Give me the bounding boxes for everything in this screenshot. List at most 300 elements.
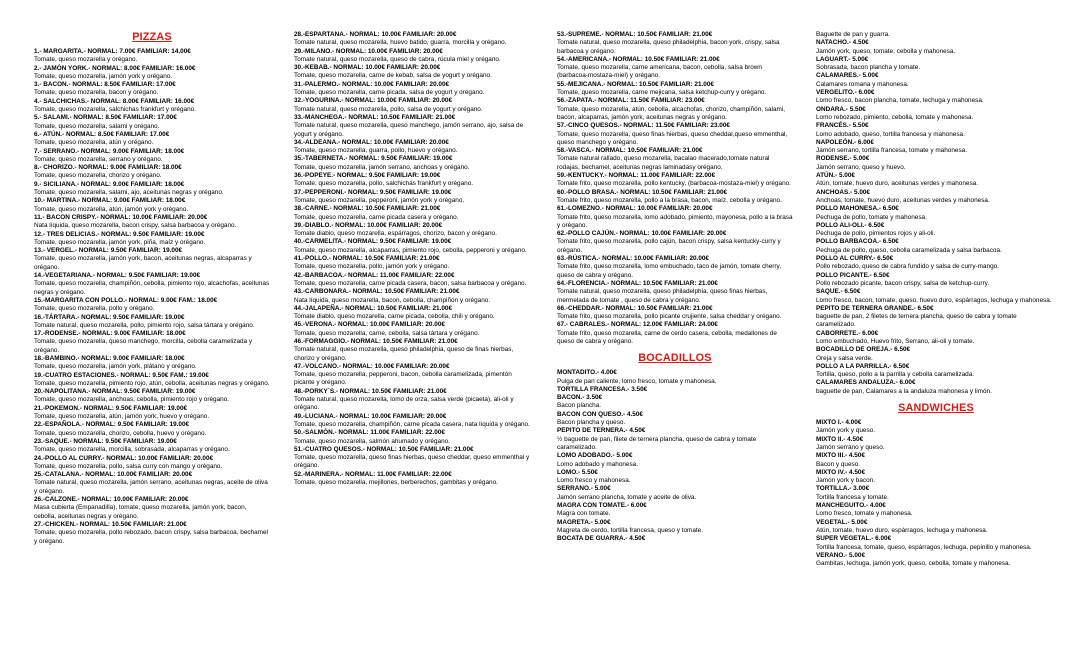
section-title: BOCADILLOS xyxy=(638,352,712,365)
menu-item-description: ½ baguette de pan, filete de ternera plancha, queso de cabra y tomate caramelizado. xyxy=(557,435,757,451)
menu-item-description: Tomate, queso mozarella, bacon y orégano. xyxy=(34,89,159,97)
menu-item xyxy=(816,39,1056,56)
menu-item xyxy=(294,305,530,322)
menu-item xyxy=(34,297,270,314)
menu-item-name: 20.-NAPOLITANA.- NORMAL: 9.50€ FAMILIAR: 19.00€ xyxy=(34,388,196,396)
menu-item-name: 9.- SICILIANA.- NORMAL: 9.00€ FAMILIAR: 18.00€ xyxy=(34,180,185,188)
menu-section xyxy=(294,31,530,487)
menu-item-name: 41.-POLLO.- NORMAL: 10.50€ FAMILIAR: 21.00€ xyxy=(294,255,440,263)
menu-item xyxy=(557,469,793,486)
menu-item-name: 50.-SALMÓN.- NORMAL: 11.00€ FAMILIAR: 22.00€ xyxy=(294,429,445,437)
menu-item-description: Tomate diablo, queso mozarella, carne picada, cebolla, chili y orégano. xyxy=(294,313,495,321)
menu-item xyxy=(34,388,270,405)
menu-item-description: Gambitas, lechuga, jamón york, queso, cebolla, tomate y mahonesa. xyxy=(816,560,1011,568)
menu-item-name: 21.-POKEMON.- NORMAL: 9.50€ FAMILIAR: 19.00€ xyxy=(34,404,188,412)
menu-item-description: Tomate, queso mozarella, pollo, salchichas frankfurt y orégano. xyxy=(294,180,474,188)
menu-item-description: Atún, tomate, huevo duro, aceitunas verdes y mahonesa. xyxy=(816,180,978,188)
menu-item xyxy=(34,438,270,455)
menu-item-name: NATACHO.- 4.50€ xyxy=(816,39,869,47)
menu-item-description: Tomate natural rallado, queso mozarella, bacalao macerado,tomate natural rodajas, bechamel, aceitunas negras laminadasy orégano. xyxy=(557,155,770,171)
menu-item-description: Tomate, queso mozarella, jamón york, bacon, aceitunas negras, alcaparras y orégano. xyxy=(34,255,252,271)
menu-item-name: VERANO.- 5.00€ xyxy=(816,551,866,559)
menu-item-description: Tomate natural, queso mozarella, pollo, salsa de yogurt y orégano. xyxy=(294,105,483,113)
menu-item xyxy=(34,231,270,248)
menu-item-name: POLLO PICANTE.- 6.50€ xyxy=(816,271,890,279)
menu-item xyxy=(557,394,793,411)
section-title: SANDWICHES xyxy=(898,402,974,415)
menu-item-name: 56.-ZAPATA.- NORMAL: 11.50€ FAMILIAR: 23.00€ xyxy=(557,97,705,105)
menu-item-name: 66.-CHEDDAR.- NORMAL: 10.50€ FAMILIAR: 21.00€ xyxy=(557,304,713,312)
menu-item-name: 52.-MARINERA.- NORMAL: 11.00€ FAMILIAR: 22.00€ xyxy=(294,470,452,478)
menu-item-name: 7.- SERRANO.- NORMAL: 9.00€ FAMILIAR: 18.00€ xyxy=(34,147,185,155)
menu-item xyxy=(816,155,1056,172)
menu-item-description: Lomo rebozado, pimiento, cebolla, tomate y mahonesa. xyxy=(816,113,974,121)
menu-item xyxy=(34,314,270,331)
menu-item-name: 63.-RÚSTICA.- NORMAL: 10.00€ FAMILIAR: 20.00€ xyxy=(557,255,709,263)
menu-item-description: Lomo fresco y mahonesa. xyxy=(557,477,631,485)
menu-item-name: 17.-RODENSE.- NORMAL: 9.00€ FAMILIAR: 18.00€ xyxy=(34,330,186,338)
menu-item xyxy=(34,181,270,198)
menu-item xyxy=(294,255,530,272)
menu-item-name: 39.-DIABLO.- NORMAL: 10.00€ FAMILIAR: 20.00€ xyxy=(294,221,443,229)
menu-item-description: Baguette de pan y guarra. xyxy=(816,31,890,38)
menu-item xyxy=(34,521,270,546)
menu-item-description: Tomate, queso mozarella, salmón ahumado y orégano. xyxy=(294,437,450,445)
menu-item-name: CALAMARES ANDALUZA.- 6.00€ xyxy=(816,379,916,387)
menu-item-name: 38.-CARNE.- NORMAL: 10.50€ FAMILIAR: 21.00€ xyxy=(294,205,441,213)
menu-item xyxy=(816,305,1056,330)
menu-item-name: POLLO AL CURRY.- 6.50€ xyxy=(816,255,894,263)
menu-item-description: Tomate, queso mozarella, carne picada, salsa de yogurt y orégano. xyxy=(294,89,485,97)
menu-item xyxy=(816,363,1056,380)
menu-item xyxy=(34,65,270,82)
menu-item-name: 51.-CUATRO QUESOS.- NORMAL: 10.50€ FAMILIAR: 21.00€ xyxy=(294,445,474,453)
menu-item-description: Tomate, queso mozarella, queso manchego, morcilla, cebolla caramelizada y orégano. xyxy=(34,338,253,354)
menu-item-description: Tomate, queso mozarella y orégano. xyxy=(34,56,138,64)
menu-item xyxy=(816,535,1056,552)
menu-section xyxy=(34,31,270,546)
menu-item xyxy=(816,272,1056,289)
menu-item-name: LAGUART.- 5.00€ xyxy=(816,55,869,63)
menu-section xyxy=(557,352,793,543)
menu-item-description: Tomate, queso mozarella, serrano y orégano. xyxy=(34,155,163,163)
menu-item-name: 34.-ALDEANA.- NORMAL: 10.00€ FAMILIAR: 20.00€ xyxy=(294,138,449,146)
menu-item-name: 40.-CARMELITA.- NORMAL: 9.50€ FAMILIAR: 19.00€ xyxy=(294,238,452,246)
menu-item-description: Pechuga de pollo, tomate y mahonesa. xyxy=(816,213,927,221)
menu-item-description: Tomate frito, queso mozarella, pollo picante crujiente, salsa cheddar y orégano. xyxy=(557,313,782,321)
menu-item-description: Tomate, queso mozarella, atún, jamón york y orégano. xyxy=(34,205,189,213)
menu-item xyxy=(34,131,270,148)
menu-item xyxy=(34,272,270,297)
menu-item-name: 14.-VEGETARIANA.- NORMAL: 9.50€ FAMILIAR: 19.00€ xyxy=(34,272,201,280)
menu-item xyxy=(816,222,1056,239)
menu-item-description: Lomo embuchado, Huevo frito, Serrano, ali-oli y tomate. xyxy=(816,337,975,345)
menu-item xyxy=(557,535,793,543)
menu-item xyxy=(294,114,530,139)
menu-item-name: 13.- VERGEL.- NORMAL: 9.50€ FAMILIAR: 19.00€ xyxy=(34,247,183,255)
menu-item xyxy=(557,386,793,394)
menu-item-name: 18.-BAMBINO.- NORMAL: 9.00€ FAMILIAR: 18.00€ xyxy=(34,354,185,362)
menu-item-description: Tomate frito, queso mozarella, pollo a la brasa, bacon, maíz, cebolla y orégano. xyxy=(557,196,782,204)
menu-item-description: Tomate, queso mozarella, queso finas hierbas, queso cheddar,queso emmenthal, queso manchego y orégano. xyxy=(557,130,788,146)
menu-item xyxy=(816,419,1056,436)
menu-item xyxy=(557,485,793,502)
menu-item-name: 23.-SAQUE.- NORMAL: 9.50€ FAMILIAR: 19.00€ xyxy=(34,437,177,445)
menu-item xyxy=(557,305,793,322)
menu-item-description: Tomate, queso mozarella, salami y orégano. xyxy=(34,122,160,130)
menu-column-3 xyxy=(557,31,793,544)
menu-item-description: Tomate natural, queso mozarella, pollo, pimiento rojo, salsa tártara y orégano. xyxy=(34,321,255,329)
menu-item-description: Tomate, queso mozarella, anchoas, cebolla, pimiento rojo y orégano. xyxy=(34,396,230,404)
menu-item-name: 57.-CINCO QUESOS.- NORMAL: 11.50€ FAMILIAR: 23.00€ xyxy=(557,122,730,130)
menu-item-description: Tomate, queso mozarella, carne de kebab, salsa de yogurt y orégano. xyxy=(294,72,492,80)
menu-item-name: BOCATA DE GUARRA.- 4.50€ xyxy=(557,535,646,543)
menu-item xyxy=(557,31,793,56)
menu-column-4 xyxy=(816,31,1056,568)
menu-item-description: Tomate, queso mozarella, mejillones, berberechos, gambitas y orégano. xyxy=(294,479,498,487)
menu-item-name: MIXTO I.- 4.00€ xyxy=(816,419,862,427)
menu-item-name: POLLO ALI-OLI.- 6.50€ xyxy=(816,221,885,229)
menu-item xyxy=(816,205,1056,222)
menu-item-description: Lomo adobado y mahonesa. xyxy=(557,460,639,468)
menu-item-name: SAQUE.- 6.50€ xyxy=(816,288,861,296)
menu-item-name: LOMO.- 5.50€ xyxy=(557,468,598,476)
menu-item-description: Anchoas, tomate, huevo duro, aceitunas verdes y mahonesa. xyxy=(816,196,990,204)
menu-item xyxy=(557,122,793,147)
menu-item-name: 32.-YOGURINA.- NORMAL: 10.00€ FAMILIAR: 20.00€ xyxy=(294,97,453,105)
menu-item-description: Tomate, queso mozarella, carne picada casera y orégano. xyxy=(294,213,459,221)
menu-item-name: 11.- BACON CRISPY.- NORMAL: 10.00€ FAMILIAR: 20.00€ xyxy=(34,213,208,221)
menu-item-name: 47.-VOLCANO.- NORMAL: 10.00€ FAMILIAR: 20.00€ xyxy=(294,362,450,370)
menu-item xyxy=(294,272,530,289)
menu-item-name: 1.- MARGARITA.- NORMAL: 7.00€ FAMILIAR: 14.00€ xyxy=(34,48,191,55)
menu-item-name: 30.-KEBAB.- NORMAL: 10.00€ FAMILIAR: 20.00€ xyxy=(294,64,441,72)
menu-item-name: 19.-CUATRO ESTACIONES.- NORMAL: 9.50€ FAM.: 19.00€ xyxy=(34,371,209,379)
menu-item xyxy=(816,469,1056,486)
menu-item xyxy=(816,189,1056,206)
menu-item-name: 59.-KENTUCKY.- NORMAL: 11.00€ FAMILIAR: 22.00€ xyxy=(557,172,716,180)
menu-item-name: 62.-POLLO CAJÚN.- NORMAL: 10.00€ FAMILIAR: 20.00€ xyxy=(557,230,727,238)
menu-item xyxy=(816,89,1056,106)
menu-item xyxy=(816,452,1056,469)
menu-item-name: 27.-CHICKEN.- NORMAL: 10.50€ FAMILIAR: 21.00€ xyxy=(34,520,187,528)
menu-item xyxy=(294,172,530,189)
menu-item-name: CABORRETE.- 6.00€ xyxy=(816,329,879,337)
menu-item-description: Jamón york y queso. xyxy=(816,427,875,435)
menu-item xyxy=(294,81,530,98)
menu-item-name: 60.-POLLO BRASA.- NORMAL: 10.50€ FAMILIAR: 21.00€ xyxy=(557,188,728,196)
menu-item-description: Lomo fresco, tomate y mahonesa. xyxy=(816,510,913,518)
menu-item-name: TORTILLA.- 3.00€ xyxy=(816,485,870,493)
menu-item xyxy=(816,288,1056,305)
menu-item xyxy=(816,31,1056,39)
menu-item-name: MIXTO IV.- 4.50€ xyxy=(816,468,866,476)
menu-item-description: Nata líquida, queso mozarella, bacon crispy, salsa barbacoa y orégano. xyxy=(34,222,237,230)
menu-item-description: Magra con tomate. xyxy=(557,510,611,518)
menu-item xyxy=(557,56,793,81)
menu-item-description: Sobrasada, bacon plancha y tomate. xyxy=(816,64,921,72)
menu-item-description: Nata líquida, queso mozarella, bacon, cebolla, champiñón y orégano. xyxy=(294,296,491,304)
menu-item xyxy=(294,429,530,446)
menu-item-description: Tomate, queso mozarella, atún, cebolla, alcachofas, chorizo, champiñón, salami, bacon, alcaparras, jamón york, aceitunas negras y orégano. xyxy=(557,105,786,121)
menu-item-description: Tomate, queso mozarella, jamón york y orégano. xyxy=(34,72,173,80)
section-title: PIZZAS xyxy=(132,31,172,43)
menu-item xyxy=(816,122,1056,139)
menu-item-name: 43.-CARBONARA.- NORMAL: 10.50€ FAMILIAR: 21.00€ xyxy=(294,288,460,296)
menu-item-name: NAPOLEÓN.- 6.00€ xyxy=(816,138,874,146)
menu-item-description: Tomate, queso mozarella, carne mejicana, salsa ketchup-curry y orégano. xyxy=(557,89,767,97)
menu-item xyxy=(34,330,270,355)
menu-item-description: Tortilla, queso, pollo a la parrilla y cebolla caramelizada. xyxy=(816,371,975,379)
menu-item-name: 36.-POPEYE.- NORMAL: 9.50€ FAMILIAR: 19.00€ xyxy=(294,172,441,180)
menu-item-description: Tomate frito, queso mozarella, pollo kentucky, (barbacoa-mostaza-miel) y orégano. xyxy=(557,180,791,188)
menu-item-name: PEPITO DE TERNERA.- 4.50€ xyxy=(557,427,646,435)
menu-item-name: SERRANO.- 5.00€ xyxy=(557,485,611,493)
menu-item-description: Tortilla francesa, tomate, queso, espárragos, lechuga, pepinillo y mahonesa. xyxy=(816,543,1032,551)
menu-item-name: 33.-MANCHEGA.- NORMAL: 10.50€ FAMILIAR: 21.00€ xyxy=(294,113,456,121)
menu-section xyxy=(816,31,1056,396)
menu-item-description: Tomate, queso mozarella, jamón york, piña, maíz y orégano. xyxy=(34,238,206,246)
menu-item xyxy=(557,230,793,255)
menu-item-description: Tomate, queso mozarella, salchichas frankfurt y orégano. xyxy=(34,106,196,114)
menu-item-description: Bacon plancha y queso. xyxy=(557,419,626,427)
menu-item-description: Pechuga de pollo, queso, cebolla caramelizada y salsa barbacoa. xyxy=(816,246,1002,254)
menu-item-description: Tomate frito, queso mozarella, pollo cajún, bacon crispy, salsa kentucky-curry y orégano. xyxy=(557,238,781,254)
menu-item-name: 46.-FORMAGGIO.- NORMAL: 10.50€ FAMILIAR: 21.00€ xyxy=(294,337,458,345)
menu-item-description: Lomo fresco, bacon plancha, tomate, lechuga y mahonesa. xyxy=(816,97,984,105)
menu-item-description: Tomate, queso mozarella, chorizo, cebolla, huevo y orégano. xyxy=(34,429,207,437)
menu-item-name: MANCHEGUITO.- 4.00€ xyxy=(816,502,886,510)
menu-item-name: 53.-SUPREME.- NORMAL: 10.50€ FAMILIAR: 21.00€ xyxy=(557,31,713,38)
menu-item-name: 54.-AMERICANA.- NORMAL: 10.50€ FAMILIAR: 21.00€ xyxy=(557,55,720,63)
menu-item xyxy=(294,338,530,363)
menu-item xyxy=(557,321,793,346)
menu-column-1 xyxy=(34,31,270,546)
menu-item-description: Tomate, queso mozarella, carne americana, bacon, cebolla, salsa brown (barbacoa-mostaza-miel) y orégano. xyxy=(557,64,762,80)
menu-item-description: Atún, tomate, huevo duro, espárragos, lechuga y mahonesa. xyxy=(816,526,988,534)
menu-item-description: Tomate diablo, queso mozarella, espárragos, chorizo, bacon y orégano. xyxy=(294,230,497,238)
menu-item xyxy=(294,64,530,81)
menu-item-description: Tomate, queso mozarella, morcilla, sobrasada, alcaparras y orégano. xyxy=(34,446,230,454)
menu-item xyxy=(294,321,530,338)
menu-item xyxy=(34,214,270,231)
menu-item xyxy=(557,519,793,536)
menu-item xyxy=(294,48,530,65)
menu-item xyxy=(34,455,270,472)
menu-item-name: 61.-LOMEZNO.- NORMAL: 10.00€ FAMILIAR: 20.00€ xyxy=(557,205,713,213)
menu-item xyxy=(294,471,530,488)
menu-item xyxy=(34,496,270,521)
menu-item-description: Tomate, queso mozarella, atún y orégano. xyxy=(34,139,154,147)
menu-item-description: Jamón serrano y queso. xyxy=(816,443,885,451)
menu-item xyxy=(816,502,1056,519)
menu-item-description: Tomate, queso mozarella, pepperoni, jamón york y orégano. xyxy=(294,196,465,204)
menu-item-description: Tomate, queso mozarella, jamón serrano, anchoas y orégano. xyxy=(294,163,470,171)
menu-item xyxy=(557,255,793,280)
menu-item xyxy=(34,471,270,496)
menu-item-name: MAGRETA.- 5.00€ xyxy=(557,518,611,526)
menu-item-name: 28.-ESPARTANA.- NORMAL: 10.00€ FAMILIAR: 20.00€ xyxy=(294,31,457,38)
menu-item-name: VERGELITO.- 6.00€ xyxy=(816,89,875,97)
menu-item-description: Tomate, queso mozarella, pimiento rojo, atún, cebolla, aceitunas negras y orégano. xyxy=(34,379,270,387)
menu-item xyxy=(557,205,793,230)
menu-item xyxy=(294,205,530,222)
menu-item-description: Tomate frito, queso mozarella, lomo adobado, pimiento, mayonesa, pollo a la brasa y orégano. xyxy=(557,213,793,229)
menu-item-description: Jamón york y bacon. xyxy=(816,477,875,485)
menu-item xyxy=(294,446,530,471)
menu-item xyxy=(816,56,1056,73)
menu-item xyxy=(34,405,270,422)
menu-section xyxy=(557,31,793,346)
menu-item xyxy=(557,427,793,452)
menu-item xyxy=(557,97,793,122)
menu-item-description: Bacon y queso. xyxy=(816,460,861,468)
menu-item xyxy=(294,139,530,156)
menu-column-2 xyxy=(294,31,530,487)
menu-item xyxy=(34,148,270,165)
menu-item xyxy=(816,485,1056,502)
menu-item xyxy=(557,147,793,172)
menu-item-description: Tomate natural, queso mozarella, queso de cabra, rúcula miel y orégano. xyxy=(294,55,501,63)
menu-item-description: Jamón serrano, tortilla francesa, tomate y mahonesa. xyxy=(816,147,967,155)
menu-item-description: Tomate natural, queso mozarella, queso philadelphia, queso de finas hierbas, chorizo y orégano. xyxy=(294,346,514,362)
menu-item-name: 55.-MEJICANA.- NORMAL: 10.50€ FAMILIAR: 21.00€ xyxy=(557,80,714,88)
menu-item xyxy=(816,379,1056,396)
menu-item-name: MONTADITO.- 4.00€ xyxy=(557,369,617,377)
menu-item-description: Tomate, queso mozarella, champiñón, carne picada casera, nata líquida y orégano. xyxy=(294,420,530,428)
menu-item xyxy=(557,189,793,206)
menu-item-description: Tomate, queso mozarella, jamón york, plátano y orégano. xyxy=(34,363,197,371)
menu-section xyxy=(816,402,1056,568)
menu-item-description: Jamón york, queso, tomate, cebolla y mahonesa. xyxy=(816,47,956,55)
menu-item xyxy=(294,189,530,206)
menu-item-name: BACON CON QUESO.- 4.50€ xyxy=(557,410,643,418)
menu-item-description: Tomate, queso mozarella, pepperoni, bacon, cebolla caramelizada, pimentón picante y orégano. xyxy=(294,371,512,387)
menu-item-name: 8.- CHORIZO.- NORMAL: 9.00€ FAMILIAR: 18.00€ xyxy=(34,164,182,172)
menu-item-description: Tomate frito, queso mozarella, lomo embuchado, taco de jamón, tomate cherry, queso de cabra y orégano. xyxy=(557,263,782,279)
menu-item-name: 24.-POLLO AL CURRY.- NORMAL: 10.00€ FAMILIAR: 20.00€ xyxy=(34,454,214,462)
menu-item-description: Tomate, queso mozarella, pollo y orégano. xyxy=(34,305,155,313)
menu-item-name: 15.-MARGARITA CON POLLO.- NORMAL: 9.00€ FAM.: 18.00€ xyxy=(34,296,218,304)
menu-item-name: LOMO ADOBADO.- 5.00€ xyxy=(557,452,633,460)
menu-item-description: Oreja y salsa verde. xyxy=(816,354,873,362)
menu-item-description: Tortilla francesa y tomate. xyxy=(816,493,889,501)
menu-item-name: ONDARA.- 5.50€ xyxy=(816,105,866,113)
menu-item xyxy=(816,255,1056,272)
menu-item xyxy=(557,172,793,189)
menu-item-description: Tomate, queso mozarella, pollo, salsa curry con mango y orégano. xyxy=(34,462,223,470)
menu-item-description: Bacon plancha. xyxy=(557,402,602,410)
menu-item xyxy=(34,48,270,65)
menu-item-name: 10.- MARTINA.- NORMAL: 9.00€ FAMILIAR: 18.00€ xyxy=(34,197,186,205)
menu-item-description: Masa cubierta (Empanadilla), tomate, queso mozarella, jamón york, bacon, cebolla, aceitunas negras y orégano. xyxy=(34,504,247,520)
menu-item-name: BOCADILLO DE OREJA.- 6.50€ xyxy=(816,346,911,354)
menu-item xyxy=(34,81,270,98)
menu-item-description: Tomate natural, queso mozarella, queso philadelphia, queso finas hierbas, mermelada de tomate , queso de cabra y orégano. xyxy=(557,288,768,304)
menu-item-description: Magreta de cerdo, tortilla francesa, queso y tomate. xyxy=(557,526,703,534)
menu-item-name: 26.-CALZONE.- NORMAL: 10.00€ FAMILIAR: 20.00€ xyxy=(34,496,189,504)
menu-item xyxy=(816,106,1056,123)
menu-item-name: FRANCÉS.- 5.50€ xyxy=(816,122,869,130)
menu-item-name: 31.-PALERMO.- NORMAL: 10.00€ FAMILIAR: 20.00€ xyxy=(294,80,450,88)
menu-item-description: baguette de pan, Calamares a la andaluza mahonesa y limón. xyxy=(816,387,992,395)
menu-item-name: 12.- TRES DELICIAS.- NORMAL: 9.50€ FAMILIAR: 19.00€ xyxy=(34,230,205,238)
menu-item-name: 2.- JAMÓN YORK.- NORMAL: 8.00€ FAMILIAR: 16.00€ xyxy=(34,64,196,72)
menu-item xyxy=(294,97,530,114)
menu-item xyxy=(294,363,530,388)
menu-item-name: ANCHOAS.- 5.00€ xyxy=(816,188,870,196)
menu-item xyxy=(557,369,793,386)
menu-item-description: Tomate natural, queso mozarella, lomo de orza, salsa verde (picaeta), ali-oli y orégano. xyxy=(294,396,514,412)
menu-item xyxy=(34,247,270,272)
menu-item-name: 37.-PEPPERONI.- NORMAL: 9.50€ FAMILIAR: 19.00€ xyxy=(294,188,452,196)
menu-item xyxy=(816,238,1056,255)
menu-item-name: 5.- SALAMI.- NORMAL: 8.50€ FAMILIAR: 17.00€ xyxy=(34,114,177,122)
menu-item xyxy=(34,372,270,389)
menu-item-description: Tomate, queso mozarella, alcaparras, pimiento rojo, cebolla, pepperoni y orégano. xyxy=(294,246,527,254)
menu-item-description: Tomate, queso mozarella, queso finas hierbas, queso cheddar, queso emmenthal y orégano. xyxy=(294,454,530,470)
menu-item-name: 3.- BACON.- NORMAL: 8.50€ FAMILIAR: 17.00€ xyxy=(34,81,176,89)
menu-item-name: 45.-VERONA.- NORMAL: 10.00€ FAMILIAR: 20.00€ xyxy=(294,321,445,329)
menu-item-description: Tomate natural, queso mozarella, jamón serrano, aceitunas negras, aceite de oliva y orégano. xyxy=(34,479,268,495)
menu-item-name: 42.-BARBACOA.- NORMAL: 11.00€ FAMILIAR: 22.00€ xyxy=(294,271,455,279)
menu-item-name: MIXTO II.- 4.50€ xyxy=(816,435,864,443)
menu-item-description: Tomate natural, queso mozarella, huevo batido, guarra, morcilla y orégano. xyxy=(294,39,507,47)
menu-item xyxy=(294,388,530,413)
menu-item-name: 49.-LUCIANA.- NORMAL: 10.00€ FAMILIAR: 20.00€ xyxy=(294,412,447,420)
menu-item-name: ATÚN.- 5.00€ xyxy=(816,172,855,180)
menu-item-name: 48.-PORKY´S.- NORMAL: 10.50€ FAMILIAR: 21.00€ xyxy=(294,387,447,395)
menu-item-description: Tomate frito, queso mozarella, carne de cerdo casera, cebolla, medallones de queso de cabra y orégano. xyxy=(557,329,777,345)
menu-item-name: 44.-JALAPEÑA.- NORMAL: 10.50€ FAMILIAR: 21.00€ xyxy=(294,304,453,312)
menu-item-description: Lomo fresco, bacon, tomate, queso, huevo duro, espárragos, lechuga y mahonesa. xyxy=(816,296,1052,304)
menu-item-name: BACON.- 3.50€ xyxy=(557,394,603,402)
menu-item-description: Tomate, queso mozarella, guarra, pollo, huevo y orégano. xyxy=(294,147,458,155)
menu-item-name: 4.- SALCHICHAS.- NORMAL: 8.00€ FAMILIAR: 16.00€ xyxy=(34,97,195,105)
menu-item-name: 22.-ESPAÑOLA.- NORMAL: 9.50€ FAMILIAR: 19.00€ xyxy=(34,421,190,429)
menu-item-name: POLLO A LA PARRILLA.- 6.50€ xyxy=(816,362,910,370)
menu-item xyxy=(816,519,1056,536)
menu-item-name: 29.-MILANO.- NORMAL: 10.00€ FAMILIAR: 20.00€ xyxy=(294,47,443,55)
menu-item-name: CALAMARES.- 5.00€ xyxy=(816,72,879,80)
menu-item xyxy=(34,355,270,372)
menu-item-description: Tomate, queso mozarella, carne picada casera, bacon, salsa barbacoa y orégano. xyxy=(294,279,527,287)
menu-item-description: Lomo adobado, queso, tortilla francesa y mahonesa. xyxy=(816,130,965,138)
menu-item-name: POLLO MAHONESA.- 6.50€ xyxy=(816,205,899,213)
menu-item xyxy=(816,139,1056,156)
menu-item xyxy=(294,155,530,172)
menu-item xyxy=(294,238,530,255)
menu-item-description: Tomate, queso mozarella, salami, ajo, aceitunas negras y orégano. xyxy=(34,189,224,197)
menu-item-description: Pollo rebozado, queso de cabra fundido y salsa de curry-mango. xyxy=(816,263,999,271)
menu-item xyxy=(294,31,530,48)
menu-item xyxy=(294,288,530,305)
menu-item xyxy=(816,72,1056,89)
menu-item xyxy=(557,502,793,519)
menu-item-description: Tomate, queso mozarella, carne, cebolla, salsa tártara y orégano. xyxy=(294,329,480,337)
menu-item-name: 58.-VASCA.- NORMAL: 10.50€ FAMILIAR: 21.00€ xyxy=(557,147,703,155)
menu-item-description: Jamón serrano plancha, tomate y aceite de oliva. xyxy=(557,493,697,501)
menu-item-description: Tomate, queso mozarella, pollo, jamón york y orégano. xyxy=(294,263,450,271)
menu-item xyxy=(816,330,1056,347)
menu-item-name: 64.-FLORENCIA.- NORMAL: 10.50€ FAMILIAR: 21.00€ xyxy=(557,279,718,287)
menu-item xyxy=(557,411,793,428)
menu-item-name: PEPITO DE TERNERA GRANDE.- 6.50€ xyxy=(816,304,934,312)
menu-item xyxy=(816,346,1056,363)
menu-item-name: 35.-TABERNETA.- NORMAL: 9.50€ FAMILIAR: 19.00€ xyxy=(294,155,453,163)
menu-item-name: 6.- ATÚN.- NORMAL: 8.50€ FAMILIAR: 17.00€ xyxy=(34,130,170,138)
menu-item-description: Pollo rebozado picante, bacon crispy, salsa de ketchup-curry. xyxy=(816,279,990,287)
